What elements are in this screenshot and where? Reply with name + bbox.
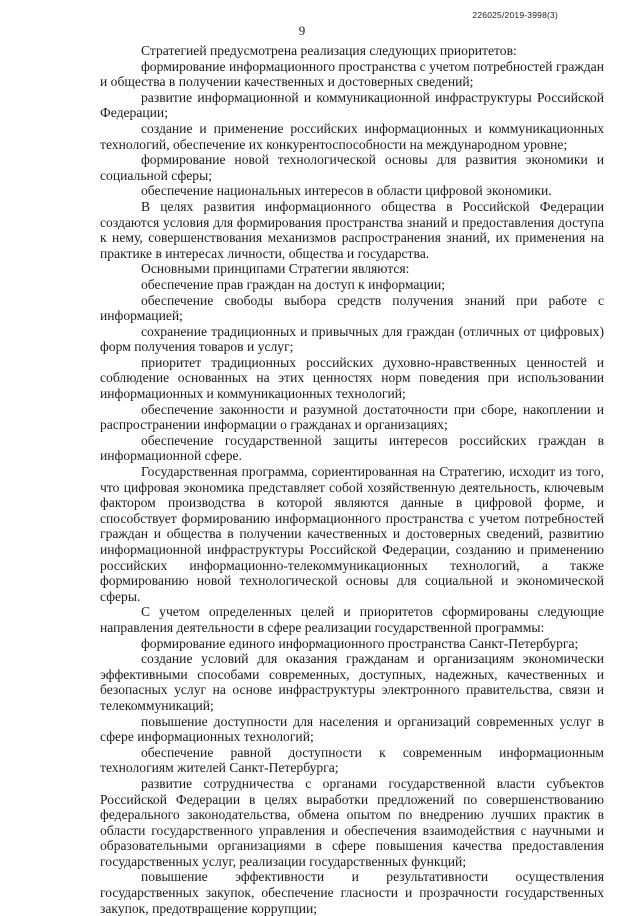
paragraph: формирование новой технологической основы для развития экономики и социальной сферы; <box>100 152 604 183</box>
paragraph: обеспечение свободы выбора средств получения знаний при работе с информацией; <box>100 292 604 324</box>
paragraph: Стратегией предусмотрена реализация следующих приоритетов: <box>141 43 517 58</box>
paragraph: создание условий для оказания гражданам и организациям экономически эффективными способами современных, доступных, надежных, качественных и безопасных услуг на основе инфраструктуры электронного правительства, связи и телекоммуникаций; <box>100 651 604 713</box>
paragraph: повышение доступности для населения и организаций современных услуг в сфере информационных технологий; <box>100 713 604 745</box>
paragraph: сохранение традиционных и привычных для граждан (отличных от цифровых) форм получения товаров и услуг; <box>100 323 604 355</box>
paragraph: развитие сотрудничества с органами государственной власти субъектов Российской Федерации в целях выработки предложений по совершенствованию федерального законодательства, обмена опытом по внедрению лучших практик в области государственного управления и обеспечения взаимодействия с научными и образовательными организациями в сфере повышения качества предоставления государственных услуг, реализации государственных функций; <box>100 775 604 869</box>
document-registration-number: 226025/2019-3998(3) <box>472 10 558 20</box>
paragraph: создание и применение российских информационных и коммуникационных технологий, обеспечение их конкурентоспособности на международном уровне; <box>100 120 604 152</box>
document-body <box>100 43 604 916</box>
paragraph: обеспечение государственной защиты интересов российских граждан в информационной сфере. <box>100 432 604 464</box>
paragraph: обеспечение прав граждан на доступ к информации; <box>141 276 446 292</box>
paragraph: обеспечение равной доступности к современным информационным технологиям жителей Санкт-Петербурга; <box>100 744 604 776</box>
paragraph: Основными принципами Стратегии являются: <box>141 261 410 277</box>
paragraph: В целях развития информационного общества в Российской Федерации создаются условия для формирования пространства знаний и предоставления доступа к нему, совершенствования механизмов распространения знаний, их применения на практике в интересах личности, общества и государства. <box>100 198 604 261</box>
paragraph: формирование единого информационного пространства Санкт-Петербурга; <box>141 635 579 651</box>
paragraph: обеспечение законности и разумной достаточности при сборе, накоплении и распространении информации о гражданах и организациях; <box>100 401 604 433</box>
paragraph: формирование информационного пространства с учетом потребностей граждан и общества в получении качественных и достоверных сведений; <box>100 58 604 90</box>
paragraph: Государственная программа, сориентированная на Стратегию, исходит из того, что цифровая экономика представляет собой хозяйственную деятельность, ключевым фактором производства в которой являются данные в цифровой форме, и способствует формированию информационного пространства с учетом потребностей граждан и общества в получении качественных и достоверных сведений, развитию информационной инфраструктуры Российской Федерации, созданию и применению российских информационно-телекоммуникационных технологий, а также формированию новой технологической основы для социальной и экономической сферы. <box>100 464 604 604</box>
paragraph: приоритет традиционных российских духовно-нравственных ценностей и соблюдение основанных на этих ценностях норм поведения при использовании информационных и коммуникационных технологий; <box>100 354 604 402</box>
page-number: 9 <box>298 23 306 38</box>
paragraph: обеспечение национальных интересов в области цифровой экономики. <box>141 183 552 199</box>
paragraph: повышение эффективности и результативности осуществления государственных закупок, обеспечение гласности и прозрачности государственных закупок, предотвращение коррупции; <box>100 869 604 916</box>
paragraph: С учетом определенных целей и приоритетов сформированы следующие направления деятельности в сфере реализации государственной программы: <box>100 604 604 635</box>
paragraph: развитие информационной и коммуникационной инфраструктуры Российской Федерации; <box>100 89 604 121</box>
